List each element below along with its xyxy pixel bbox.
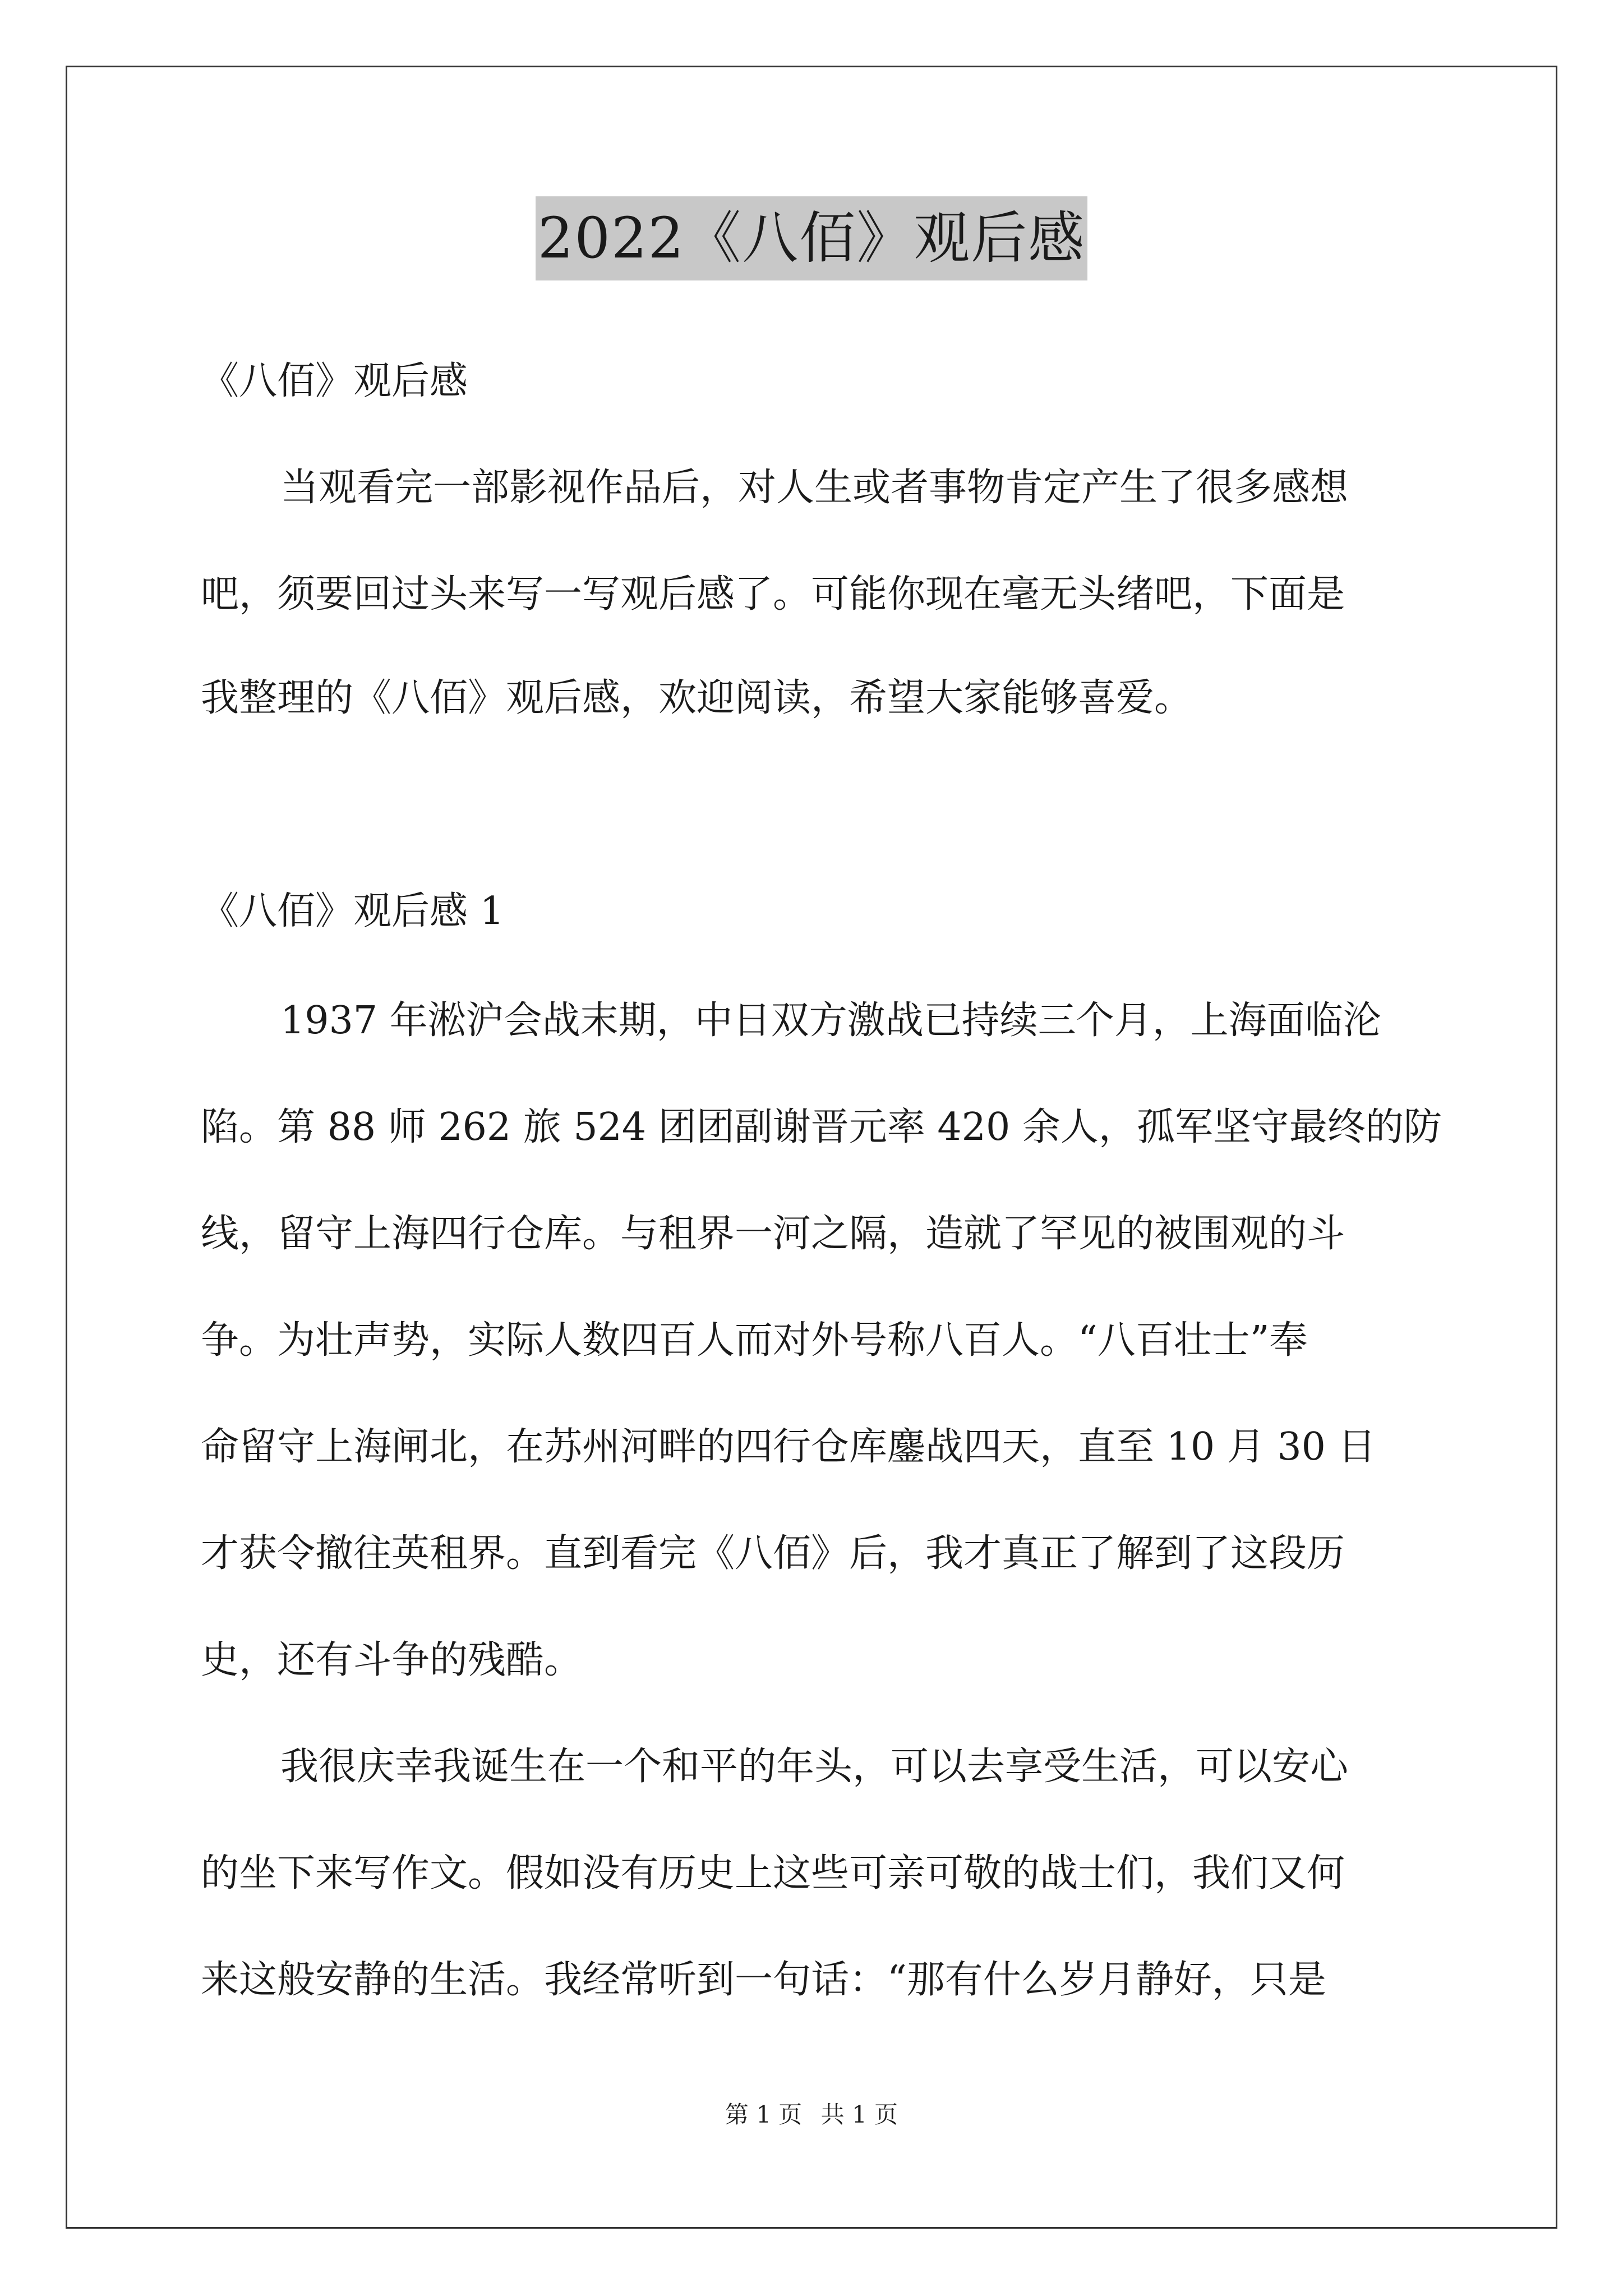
paragraph-line: 的坐下来写作文。假如没有历史上这些可亲可敬的战士们，我们又何 bbox=[201, 1851, 1345, 1895]
paragraph-line: 争。为壮声势，实际人数四百人而对外号称八百人。“八百壮士”奉 bbox=[201, 1318, 1308, 1363]
page-number: 第 1 页 bbox=[725, 2101, 803, 2128]
document-subtitle: 《八佰》观后感 bbox=[201, 359, 468, 403]
intro-line: 吧，须要回过头来写一写观后感了。可能你现在毫无头绪吧，下面是 bbox=[201, 572, 1345, 616]
intro-line: 我整理的《八佰》观后感，欢迎阅读，希望大家能够喜爱。 bbox=[201, 676, 1193, 720]
paragraph-line: 陷。第 88 师 262 旅 524 团团副谢晋元率 420 余人，孤军坚守最终的防 bbox=[201, 1105, 1442, 1149]
paragraph-line: 命留守上海闸北，在苏州河畔的四行仓库鏖战四天，直至 10 月 30 日 bbox=[201, 1425, 1376, 1469]
title-container bbox=[0, 196, 1623, 280]
paragraph-line: 来这般安静的生活。我经常听到一句话：“那有什么岁月静好，只是 bbox=[201, 1958, 1326, 2002]
intro-line: 当观看完一部影视作品后，对人生或者事物肯定产生了很多感想 bbox=[280, 466, 1349, 510]
page-total: 共 1 页 bbox=[820, 2101, 898, 2128]
paragraph-line: 我很庆幸我诞生在一个和平的年头，可以去享受生活，可以安心 bbox=[280, 1745, 1349, 1789]
page-footer bbox=[0, 2098, 1623, 2132]
document-title: 2022《八佰》观后感 bbox=[536, 196, 1088, 280]
paragraph-line: 1937 年淞沪会战末期，中日双方激战已持续三个月，上海面临沦 bbox=[280, 999, 1381, 1043]
paragraph-line: 线，留守上海四行仓库。与租界一河之隔，造就了罕见的被围观的斗 bbox=[201, 1212, 1345, 1256]
paragraph-line: 史，还有斗争的残酷。 bbox=[201, 1638, 583, 1682]
paragraph-line: 才获令撤往英租界。直到看完《八佰》后，我才真正了解到了这段历 bbox=[201, 1531, 1345, 1576]
section-heading: 《八佰》观后感 1 bbox=[201, 889, 504, 933]
